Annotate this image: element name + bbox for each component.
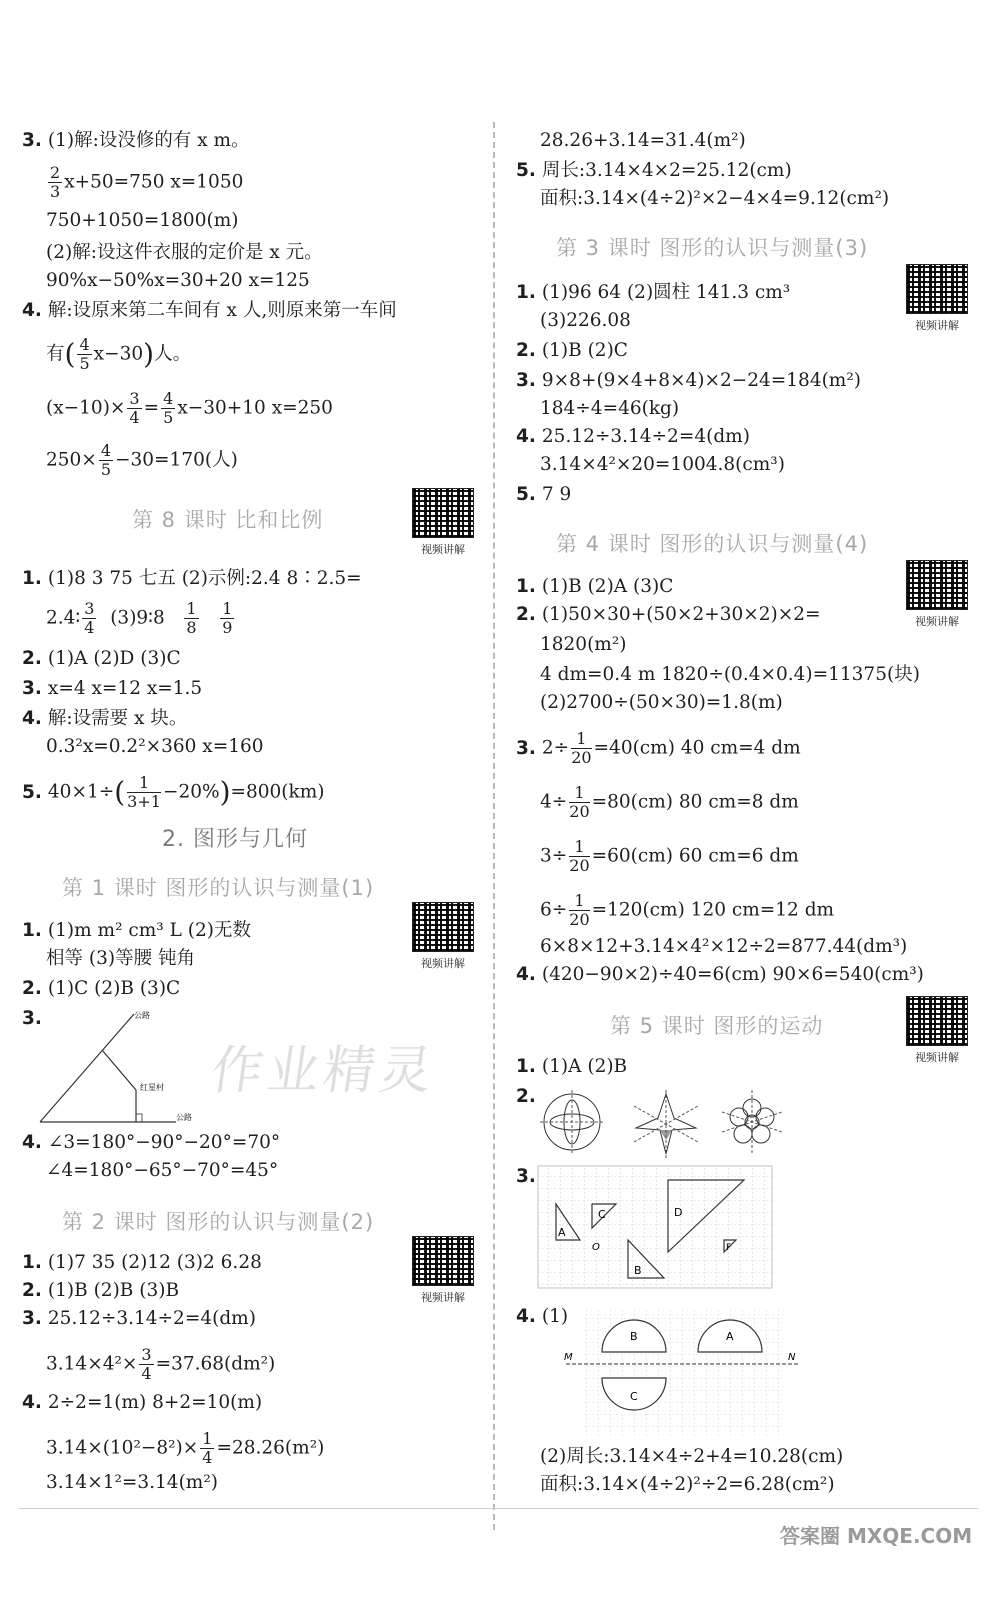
answer-4-cont: 28.26+3.14=31.4(m²)	[540, 130, 746, 151]
label-c: C	[630, 1390, 638, 1403]
answer-4-eq2: 3.14×1²=3.14(m²)	[46, 1472, 218, 1493]
answer-4-eq2: 250× $\frac{4}{5}$ −30=170(人)	[46, 441, 238, 479]
road-label: 公路	[176, 1113, 192, 1122]
answer-4-part2: (2)周长:3.14×4÷2+4=10.28(cm)	[540, 1446, 844, 1467]
label-m: M	[564, 1352, 573, 1363]
fraction: $\frac{1}{20}$	[569, 837, 590, 875]
fraction: $\frac{1}{8}$	[186, 599, 197, 637]
section-title-lesson3: 第 3 课时 图形的认识与测量(3)	[556, 236, 869, 260]
answer-3: 3. 25.12÷3.14÷2=4(dm)	[22, 1308, 256, 1329]
answer-2: 2. (1)50×30+(50×2+30×2)×2=	[516, 604, 821, 625]
fraction: $\frac{1}{20}$	[569, 891, 590, 929]
answer-1-line2: 相等 (3)等腰 钝角	[46, 948, 195, 969]
label-f: F	[726, 1243, 732, 1253]
section-title-lesson2: 第 2 课时 图形的认识与测量(2)	[62, 1210, 375, 1234]
answer-3-line2: 184÷4=46(kg)	[540, 398, 680, 419]
label-a: A	[558, 1226, 566, 1239]
answer-4: 4. 解:设原来第二车间有 x 人,则原来第一车间	[22, 300, 397, 321]
fraction: $\frac{4}{5}$	[100, 441, 111, 479]
fraction: $\frac{1}{9}$	[222, 599, 233, 637]
section-title-lesson1: 第 1 课时 图形的认识与测量(1)	[62, 876, 375, 900]
answer-3-eq: 3.14×4²× $\frac{3}{4}$ =37.68(dm²)	[46, 1345, 276, 1383]
answer-1: 1. (1)8 3 75 七五 (2)示例:2.4 8∶2.5=	[22, 568, 362, 589]
answer-3: 3.	[516, 1166, 536, 1187]
label-d: D	[674, 1206, 683, 1219]
fraction: $\frac{1}{20}$	[569, 783, 590, 821]
answer-3-line3: 3÷ $\frac{1}{20}$ =60(cm) 60 cm=6 dm	[540, 837, 799, 875]
answer-4-line2: 3.14×4²×20=1004.8(cm³)	[540, 454, 785, 475]
label-o: O	[592, 1242, 600, 1253]
answer-2: 2. (1)C (2)B (3)C	[22, 978, 181, 999]
answer-3: 3. (1)解:设没修的有 x m。	[22, 130, 250, 151]
answer-1: 1. (1)96 64 (2)圆柱 141.3 cm³	[516, 282, 791, 303]
answer-5-line2: 面积:3.14×(4÷2)²×2−4×4=9.12(cm²)	[540, 188, 890, 209]
answer-1: 1. (1)A (2)B	[516, 1056, 628, 1077]
answer-4: 4. 25.12÷3.14÷2=4(dm)	[516, 426, 750, 447]
footer-rule	[18, 1508, 978, 1509]
qr-code[interactable]: 视频讲解	[906, 560, 968, 629]
answer-2: 2. (1)A (2)D (3)C	[22, 648, 181, 669]
answer-2: 2. (1)B (2)B (3)B	[22, 1280, 180, 1301]
answer-2-line4: (2)2700÷(50×30)=1.8(m)	[540, 692, 783, 713]
qr-code[interactable]: 视频讲解	[412, 488, 474, 557]
label-n: N	[788, 1352, 796, 1363]
section-title-lesson5: 第 5 课时 图形的运动	[610, 1014, 824, 1038]
fraction: $\frac{4}{5}$	[79, 335, 90, 373]
answer-3: 3. 2÷ $\frac{1}{20}$ =40(cm) 40 cm=4 dm	[516, 729, 801, 767]
answer-2-line3: 4 dm=0.4 m 1820÷(0.4×0.4)=11375(块)	[540, 664, 920, 685]
answer-4-line2: ∠4=180°−65°−70°=45°	[46, 1160, 279, 1181]
watermark: 作业精灵	[207, 1041, 440, 1101]
answer-2-line2: 1820(m²)	[540, 634, 627, 655]
qr-code[interactable]: 视频讲解	[412, 1236, 474, 1305]
answer-3-part2-eq: 90%x−50%x=30+20 x=125	[46, 270, 310, 291]
answer-4-eq: 3.14×(10²−8²)× $\frac{1}{4}$ =28.26(m²)	[46, 1429, 325, 1467]
answer-3-line5: 6×8×12+3.14×4²×12÷2=877.44(dm³)	[540, 936, 908, 957]
qr-code[interactable]: 视频讲解	[412, 902, 474, 971]
answer-4: 4. 2÷2=1(m) 8+2=10(m)	[22, 1392, 263, 1413]
label-a: A	[726, 1330, 734, 1343]
chapter-title: 2. 图形与几何	[162, 827, 308, 852]
answer-5: 5. 周长:3.14×4×2=25.12(cm)	[516, 160, 792, 181]
answer-3-line4: 6÷ $\frac{1}{20}$ =120(cm) 120 cm=12 dm	[540, 891, 835, 929]
fraction: $\frac{3}{4}$	[84, 599, 95, 637]
answer-3-eq1: $\frac{2}{3}$ x+50=750 x=1050	[50, 163, 244, 201]
answer-3: 3. x=4 x=12 x=1.5	[22, 678, 203, 699]
transformation-grid	[536, 1164, 776, 1292]
answer-1-line2: (3)226.08	[540, 310, 631, 331]
section-title-lesson8: 第 8 课时 比和比例	[132, 508, 324, 532]
answer-4: 4. (1)	[516, 1306, 569, 1327]
answer-5: 5. 40×1÷( $\frac{1}{3+1}$ −20%)=800(km)	[22, 773, 325, 811]
answer-2: 2. (1)B (2)C	[516, 340, 628, 361]
answer-3-part2: (2)解:设这件衣服的定价是 x 元。	[46, 242, 323, 263]
label-c: C	[598, 1208, 606, 1221]
flower-circle-figure	[540, 1090, 604, 1154]
qr-code[interactable]: 视频讲解	[906, 996, 968, 1065]
answer-2: 2.	[516, 1086, 536, 1107]
answer-5: 5. 7 9	[516, 484, 572, 505]
answer-4: 4. ∠3=180°−90°−20°=70°	[22, 1132, 281, 1153]
semicircle-figure	[562, 1306, 802, 1442]
fraction: $\frac{2}{3}$	[50, 163, 61, 201]
answer-1-line2: 2.4∶ $\frac{3}{4}$ (3)9∶8 $\frac{1}{8}$ $\frac{1}{9}$	[46, 599, 233, 637]
answer-3: 3. 9×8+(9×4+8×4)×2−24=184(m²)	[516, 370, 861, 391]
flower-figure	[722, 1090, 782, 1154]
fraction: $\frac{1}{3+1}$	[127, 773, 161, 811]
fraction: $\frac{3}{4}$	[129, 389, 140, 427]
answer-3-eq2: 750+1050=1800(m)	[46, 210, 239, 231]
answer-3: 3.	[22, 1008, 42, 1029]
qr-code[interactable]: 视频讲解	[906, 264, 968, 333]
answer-1: 1. (1)B (2)A (3)C	[516, 576, 674, 597]
symmetry-figures	[538, 1086, 788, 1158]
answer-1: 1. (1)7 35 (2)12 (3)2 6.28	[22, 1252, 262, 1273]
column-divider	[493, 122, 495, 1530]
fraction: $\frac{3}{4}$	[141, 1345, 152, 1383]
answer-4-line2: 有( $\frac{4}{5}$ x−30)人。	[46, 335, 192, 373]
road-diagram	[36, 1010, 206, 1128]
fraction: $\frac{4}{5}$	[163, 389, 174, 427]
answer-4: 4. (420−90×2)÷40=6(cm) 90×6=540(cm³)	[516, 964, 924, 985]
answer-1: 1. (1)m m² cm³ L (2)无数	[22, 920, 251, 941]
star-figure	[634, 1090, 698, 1158]
answer-4-eq1: (x−10)× $\frac{3}{4}$ = $\frac{4}{5}$ x−30+10 x=250	[46, 389, 333, 427]
label-b: B	[634, 1264, 642, 1277]
answer-4-part2-line2: 面积:3.14×(4÷2)²÷2=6.28(cm²)	[540, 1474, 835, 1495]
site-watermark: 答案圈 MXQE.COM	[780, 1524, 973, 1548]
section-title-lesson4: 第 4 课时 图形的认识与测量(4)	[556, 532, 869, 556]
fraction: $\frac{1}{4}$	[202, 1429, 213, 1467]
fraction: $\frac{1}{20}$	[571, 729, 592, 767]
answer-4-eq: 0.3²x=0.2²×360 x=160	[46, 736, 264, 757]
road-label: 公路	[134, 1011, 150, 1020]
answer-4: 4. 解:设需要 x 块。	[22, 708, 188, 729]
answer-3-line2: 4÷ $\frac{1}{20}$ =80(cm) 80 cm=8 dm	[540, 783, 799, 821]
village-label: 红星村	[140, 1083, 164, 1092]
label-b: B	[630, 1330, 638, 1343]
